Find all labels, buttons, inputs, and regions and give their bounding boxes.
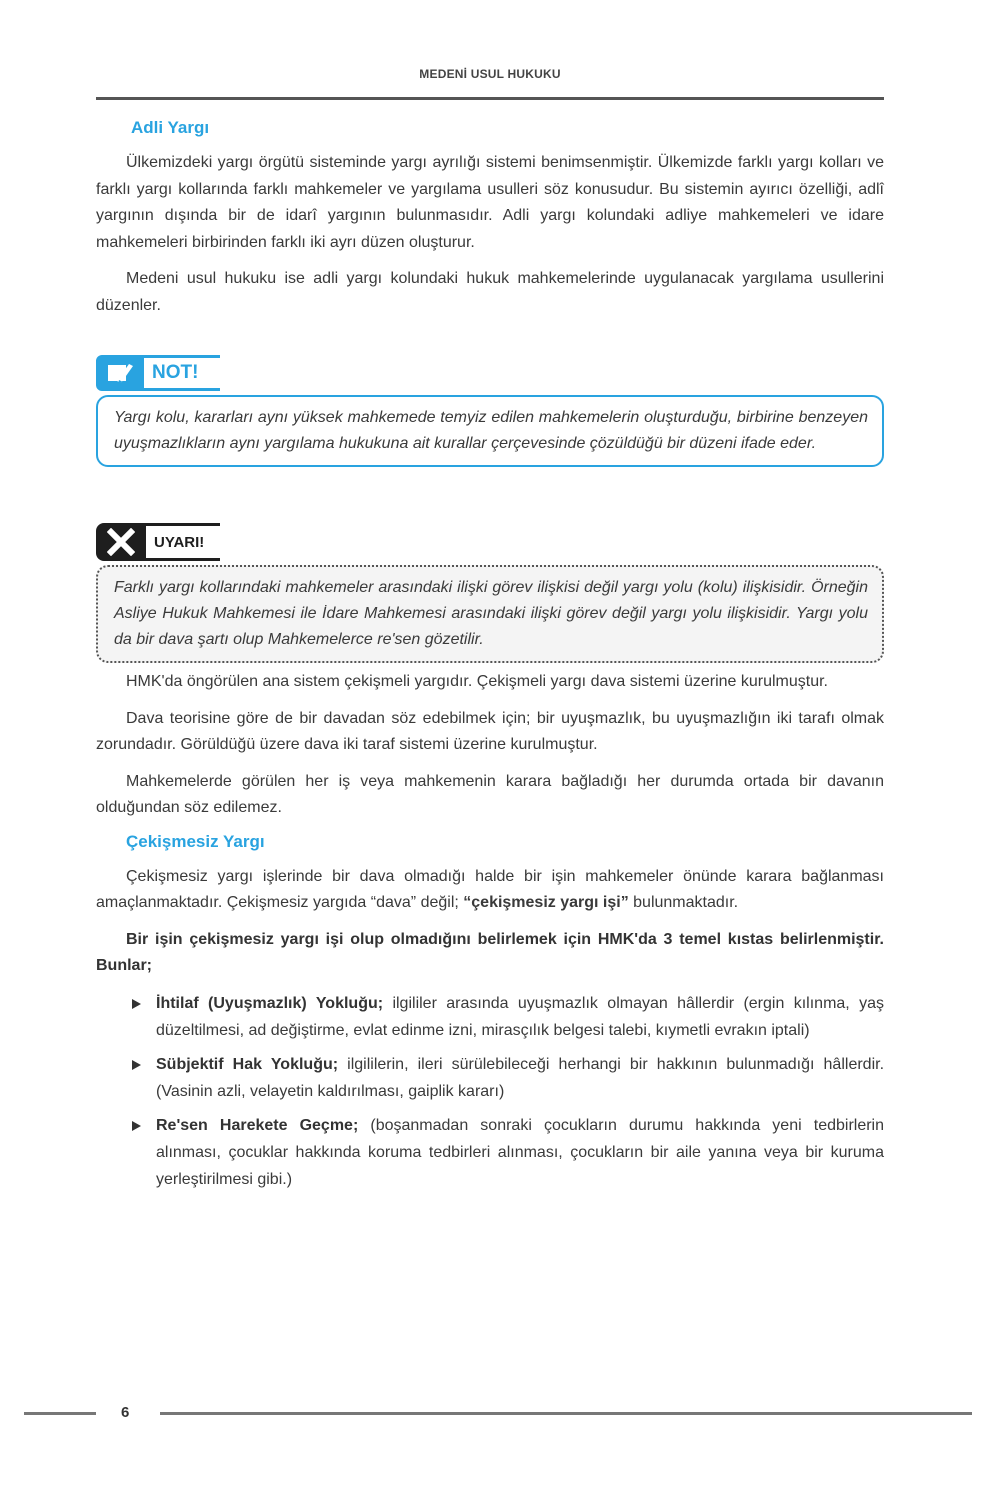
criterion-text: (boşanmadan sonraki çocukların durumu hakkında yeni tedbirlerin alınması, çocuklar hakkında koruma tedbirleri alınması, çocukların bir aile yanına veya bir kuruma yerleştirilmesi gibi.) [156, 1116, 885, 1188]
footer-rule-right [160, 1412, 972, 1415]
paragraph-text: Çekişmesiz yargı işlerinde bir dava olmadığı halde bir işin mahkemeler önünde karara bağlanması amaçlanmaktadır. Çekişmesiz yargıda “dava” değil; [96, 867, 884, 911]
warning-label: UYARI! [146, 523, 220, 561]
arrow-bullet-icon [132, 1060, 141, 1070]
list-item [132, 990, 884, 1044]
paragraph-text: bulunmaktadır. [628, 894, 739, 911]
criteria-list [96, 990, 884, 1193]
post-warning-text [96, 669, 884, 822]
paragraph [96, 864, 884, 917]
footer-rule-left [24, 1412, 96, 1415]
paragraph: Dava teorisine göre de bir davadan söz edebilmek için; bir uyuşmazlık, bu uyuşmazlığın iki tarafı olmak zorundadır. Görüldüğü üzere dava iki taraf sistemi üzerine kurulmuştur. [96, 709, 884, 753]
list-item [132, 1112, 884, 1193]
bold-term: “çekişmesiz yargı işi” [463, 894, 629, 911]
note-text: Yargı kolu, kararları aynı yüksek mahkemede temyiz edilen mahkemelerin oluşturduğu, birbirine benzeyen uyuşmazlıkların aynı yargılama hukukuna ait kurallar çerçevesinde çözüldüğü bir düzeni ifade eder. [96, 395, 884, 467]
paragraph: Medeni usul hukuku ise adli yargı kolundaki hukuk mahkemelerinde uygulanacak yargılama usullerini düzenler. [96, 270, 884, 314]
arrow-bullet-icon [132, 999, 141, 1009]
paragraph: HMK'da öngörülen ana sistem çekişmeli yargıdır. Çekişmeli yargı dava sistemi üzerine kurulmuştur. [126, 673, 828, 690]
page-number: 6 [121, 1404, 130, 1421]
warning-tab [96, 523, 220, 561]
x-mark-icon [96, 523, 146, 561]
warning-text: Farklı yargı kollarındaki mahkemeler arasındaki ilişki görev ilişkisi değil yargı yolu (kolu) ilişkisidir. Örneğin Asliye Hukuk Mahkemesi ile İdare Mahkemesi arasındaki ilişki görev değil yargı yolu ilişkisidir. Yargı yolu da bir dava şartı olup Mahkemelerce re'sen gözetilir. [96, 565, 884, 663]
paragraph: Ülkemizdeki yargı örgütü sisteminde yargı ayrılığı sistemi benimsenmiştir. Ülkemizde farklı yargı kolları ve farklı yargı kollarında farklı mahkemeler ve yargılama usulleri söz konusudur. Bu sistemin ayırıcı özelliği, adlî yargının dışında bir de idarî yargının bulunmasıdır. Adli yargı kolundaki adliye mahkemeleri ve idare mahkemeleri birbirinden farklı iki ayrı düzen oluşturur. [96, 154, 884, 251]
paragraph: Mahkemelerde görülen her iş veya mahkemenin karara bağladığı her durumda ortada bir davanın olduğundan söz edilemez. [96, 772, 884, 816]
note-pencil-icon [96, 355, 144, 391]
header-rule [96, 97, 884, 100]
list-item [132, 1051, 884, 1105]
note-callout [96, 355, 884, 487]
warning-callout [96, 523, 884, 659]
criterion-title: Re'sen Harekete Geçme; [156, 1116, 359, 1134]
section-heading-adli-yargi: Adli Yargı [131, 118, 210, 137]
note-label: NOT! [144, 355, 220, 391]
arrow-bullet-icon [132, 1121, 141, 1131]
criterion-title: İhtilaf (Uyuşmazlık) Yokluğu; [156, 994, 384, 1012]
criterion-text: ilgililerin, ileri sürülebileceği herhangi bir hakkının bulunmadığı hâllerdir. (Vasinin azli, velayetin kaldırılması, gaiplik kararı) [156, 1055, 885, 1100]
criteria-intro: Bir işin çekişmesiz yargı işi olup olmadığını belirlemek için HMK'da 3 temel kıstas belirlenmiştir. Bunlar; [96, 930, 884, 974]
section-heading-cekismesiz-yargi: Çekişmesiz Yargı [126, 831, 265, 851]
running-head-title: MEDENİ USUL HUKUKU [419, 67, 561, 81]
criterion-title: Sübjektif Hak Yokluğu; [156, 1055, 339, 1073]
note-tab [96, 355, 220, 391]
criterion-text: ilgililer arasında uyuşmazlık olmayan hâllerdir (ergin kılınma, yaş düzeltilmesi, ad değiştirme, evlat edinme izni, mirasçılık belgesi talebi, kıymetli evrakın iptali) [156, 994, 885, 1039]
page-content [96, 118, 884, 1200]
